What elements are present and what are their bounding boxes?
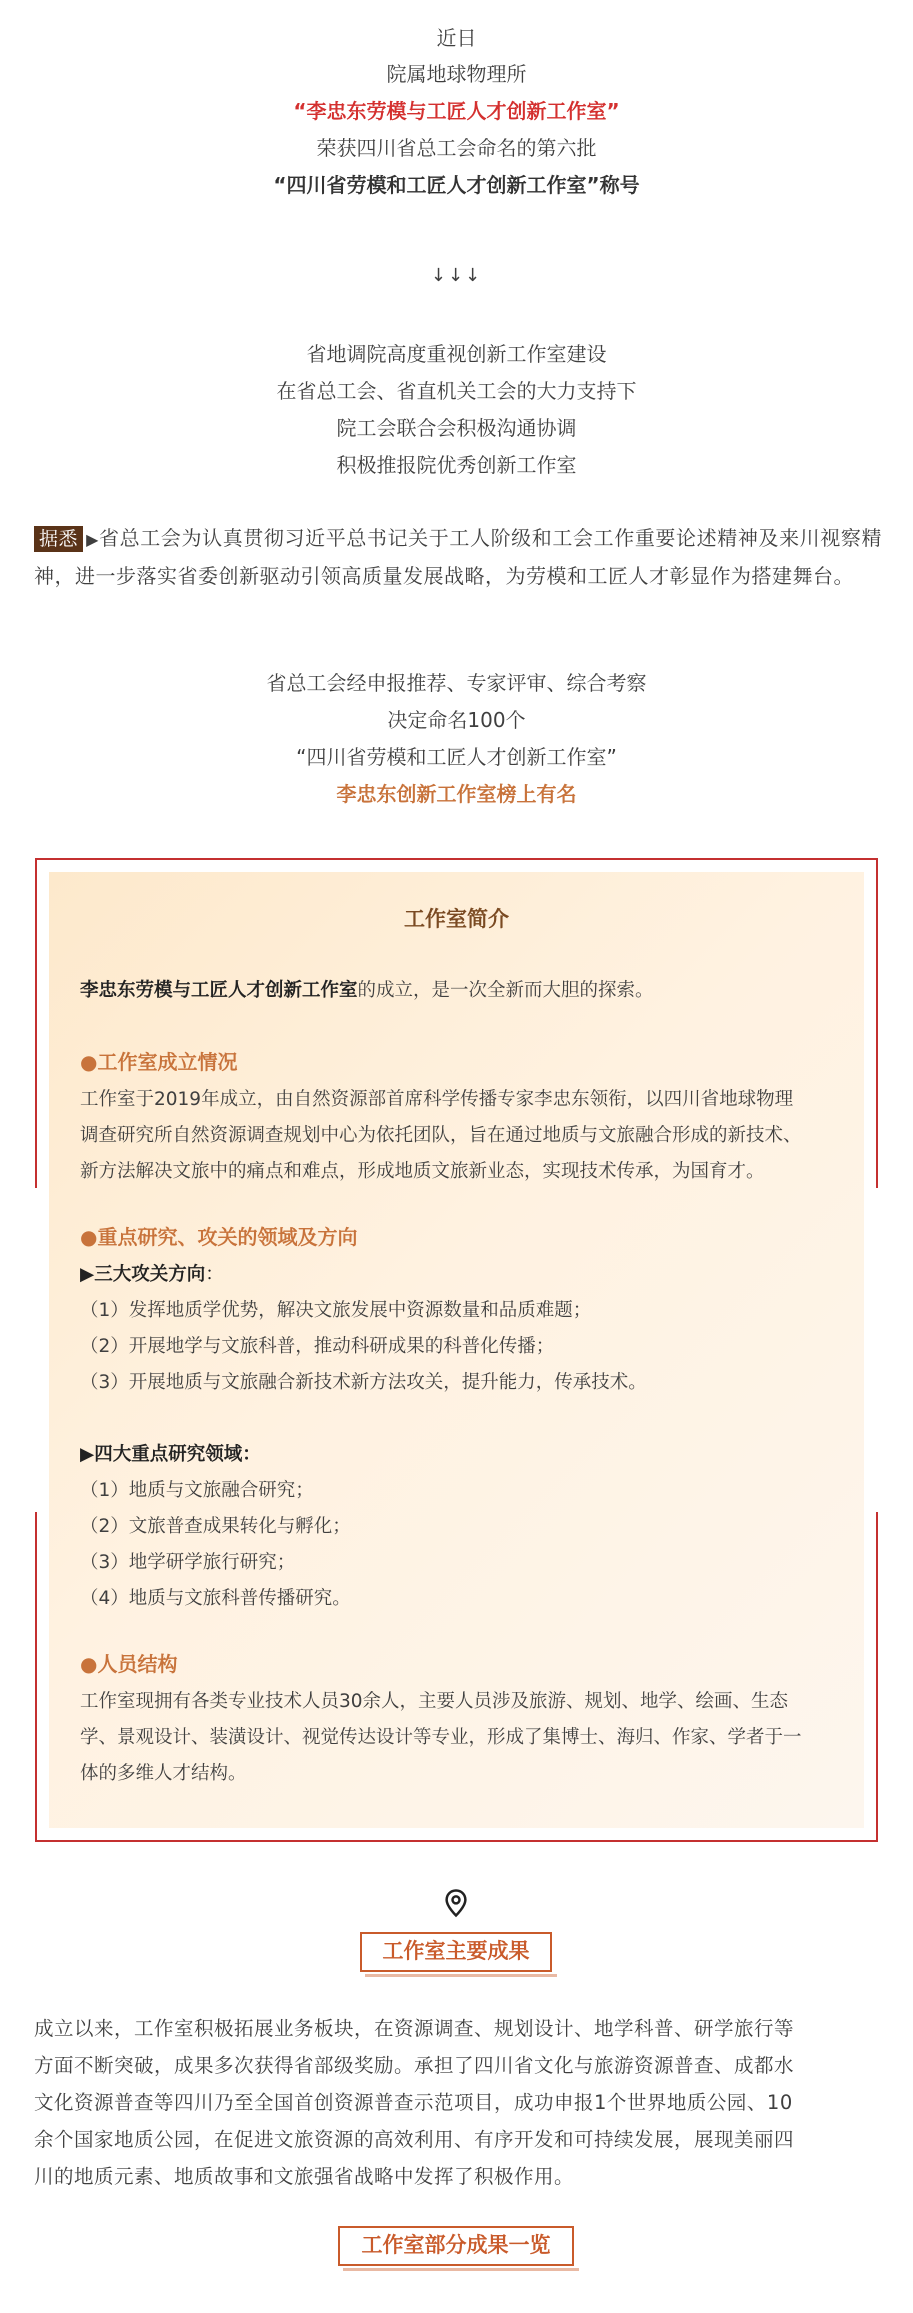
- decision-line-4: 李忠东创新工作室榜上有名: [336, 782, 577, 806]
- field-item-3: （3）地学研学旅行研究；: [80, 1552, 296, 1573]
- location-pin-icon: [441, 1888, 471, 1918]
- field-item-4: （4）地质与文旅科普传播研究。: [80, 1588, 351, 1609]
- results-paragraph: [34, 2010, 882, 2195]
- support-line-3: 院工会联合会积极沟通协调: [336, 416, 577, 440]
- basis-paragraph: [34, 520, 882, 595]
- subheading-colon: ：: [205, 1264, 224, 1285]
- direction-item-2: （2）开展地学与文旅科普，推动科研成果的科普化传播；: [80, 1336, 555, 1357]
- results-line-3: 文化资源普查等四川乃至全国首创资源普查示范项目，成功申报1个世界地质公园、10: [34, 2091, 793, 2114]
- results-line-5: 川的地质元素、地质故事和文旅强省战略中发挥了积极作用。: [34, 2165, 575, 2188]
- founding-line-3: 新方法解决文旅中的痛点和难点，形成地质文旅新业态，实现技术传承，为国育才。: [80, 1161, 765, 1182]
- basis-text: 省总工会为认真贯彻习近平总书记关于工人阶级和工会工作重要论述精神及来川视察精神，进一步落实省委创新驱动引领高质量发展战略，为劳模和工匠人才彰显作为搭建舞台。: [34, 526, 883, 588]
- field-item-2: （2）文旅普查成果转化与孵化；: [80, 1516, 351, 1537]
- founding-line-2: 调查研究所自然资源调查规划中心为依托团队，旨在通过地质与文旅融合形成的新技术、: [80, 1125, 802, 1146]
- results-line-2: 方面不断突破，成果多次获得省部级奖励。承担了四川省文化与旅游资源普查、成都水: [34, 2054, 795, 2077]
- direction-item-1: （1）发挥地质学优势，解决文旅发展中资源数量和品质难题；: [80, 1300, 592, 1321]
- card-lead: [80, 973, 840, 1008]
- card-lead-bold: 李忠东劳模与工匠人才创新工作室: [80, 980, 358, 1001]
- results-list-title: 工作室部分成果一览: [338, 2226, 574, 2266]
- results-line-1: 成立以来，工作室积极拓展业务板块，在资源调查、规划设计、地学科普、研学旅行等: [34, 2017, 795, 2040]
- decision-line-1: 省总工会经申报推荐、专家评审、综合考察: [266, 671, 647, 695]
- down-arrows: ↓↓↓: [430, 265, 483, 286]
- field-item-1: （1）地质与文旅融合研究；: [80, 1480, 314, 1501]
- subheading-four-fields: ▶四大重点研究领域：: [80, 1444, 261, 1465]
- staff-line-2: 学、景观设计、装潢设计、视觉传达设计等专业，形成了集博士、海归、作家、学者于一: [80, 1727, 802, 1748]
- intro-line-institute: 院属地球物理所: [386, 62, 527, 86]
- subheading-three-directions-text: ▶三大攻关方向: [80, 1264, 206, 1285]
- card-title: 工作室简介: [404, 907, 509, 931]
- section-heading-research: ●重点研究、攻关的领域及方向: [80, 1225, 358, 1249]
- triangle-marker-icon: ▶: [86, 530, 100, 549]
- card-lead-rest: 的成立，是一次全新而大胆的探索。: [357, 980, 654, 1001]
- section-heading-staff: ●人员结构: [80, 1652, 178, 1676]
- intro-line-recently: 近日: [436, 26, 477, 50]
- staff-line-3: 体的多维人才结构。: [80, 1763, 247, 1784]
- intro-line-award: 荣获四川省总工会命名的第六批: [316, 136, 597, 160]
- support-line-4: 积极推报院优秀创新工作室: [336, 453, 577, 477]
- basis-tag: 据悉: [34, 526, 83, 552]
- support-line-1: 省地调院高度重视创新工作室建设: [306, 342, 607, 366]
- intro-line-title: “四川省劳模和工匠人才创新工作室”称号: [273, 173, 640, 197]
- subheading-three-directions: [80, 1257, 840, 1292]
- results-section-title: 工作室主要成果: [360, 1932, 552, 1972]
- results-line-4: 余个国家地质公园，在促进文旅资源的高效利用、有序开发和可持续发展，展现美丽四: [34, 2128, 795, 2151]
- staff-line-1: 工作室现拥有各类专业技术人员30余人，主要人员涉及旅游、规划、地学、绘画、生态: [80, 1691, 789, 1712]
- decision-line-2: 决定命名100个: [387, 708, 526, 732]
- decision-line-3: “四川省劳模和工匠人才创新工作室”: [296, 745, 617, 769]
- direction-item-3: （3）开展地质与文旅融合新技术新方法攻关，提升能力，传承技术。: [80, 1372, 647, 1393]
- support-line-2: 在省总工会、省直机关工会的大力支持下: [276, 379, 637, 403]
- intro-line-studio-name: “李忠东劳模与工匠人才创新工作室”: [293, 99, 620, 123]
- founding-line-1: 工作室于2019年成立，由自然资源部首席科学传播专家李忠东领衔，以四川省地球物理: [80, 1089, 794, 1110]
- section-heading-founding: ●工作室成立情况: [80, 1050, 238, 1074]
